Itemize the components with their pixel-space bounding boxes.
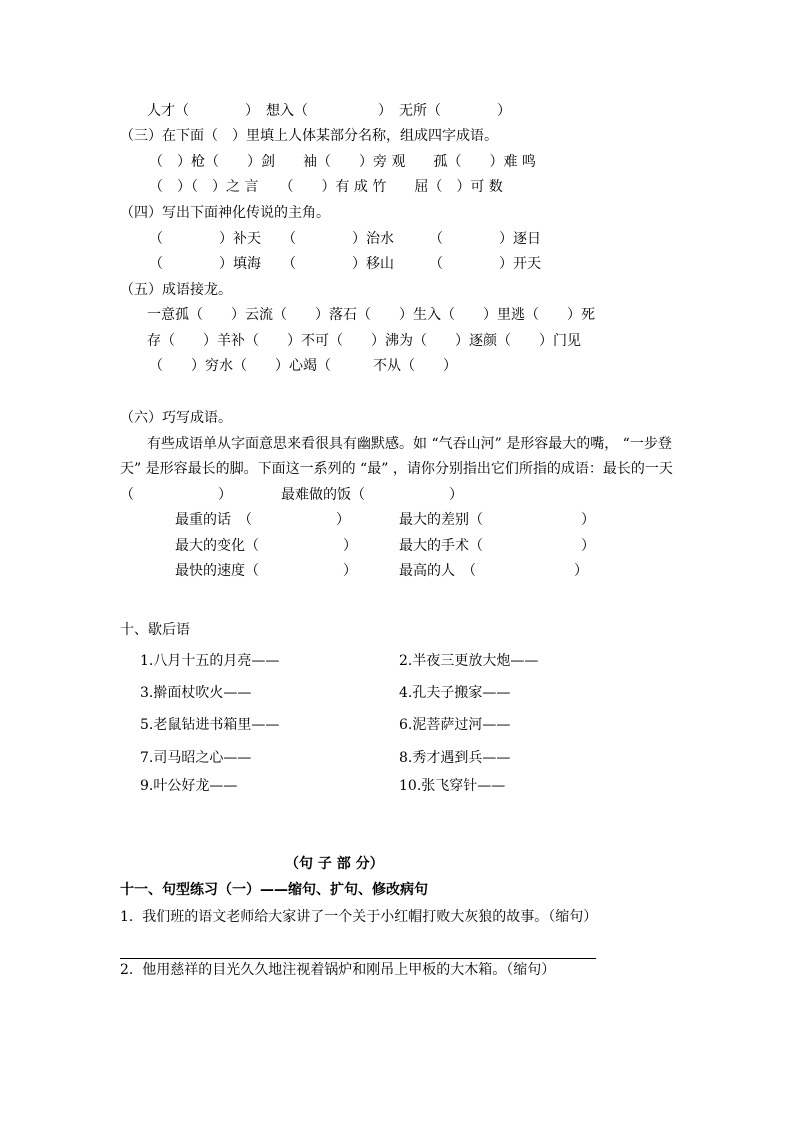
- section3-title: （三）在下面（ ）里填上人体某部分名称，组成四字成语。: [120, 128, 498, 144]
- section10-title: 十、歇后语: [120, 622, 190, 638]
- section6-pair-1-left: 最重的话 （ ）: [175, 512, 350, 528]
- xiehouyu-item-6: 6.泥菩萨过河——: [399, 717, 511, 733]
- section11-title: 十一、句型练习（一）——缩句、扩句、修改病句: [120, 882, 428, 898]
- xiehouyu-item-5: 5.老鼠钻进书箱里——: [140, 717, 280, 733]
- section6-pair-2-left: 最大的变化（ ）: [175, 538, 357, 554]
- xiehouyu-item-3: 3.擀面杖吹火——: [140, 685, 252, 701]
- section6-intro-line-2: 天” 是形容最长的脚。下面这一系列的 “最” ，请你分别指出它们所指的成语：最长的一天: [120, 461, 673, 477]
- xiehouyu-item-4: 4.孔夫子搬家——: [399, 685, 511, 701]
- question-2: 2. 他用慈祥的目光久久地注视着锅炉和刚吊上甲板的大木箱。（缩句）: [120, 962, 556, 978]
- section5-row-3: （ ）穷水（ ）心竭（ 不从（ ）: [149, 358, 457, 374]
- xiehouyu-item-2: 2.半夜三更放大炮——: [399, 653, 539, 669]
- xiehouyu-item-8: 8.秀才遇到兵——: [399, 750, 511, 766]
- section3-row-2: （ ）（ ）之 言 （ ）有 成 竹 屈（ ）可 数: [149, 179, 503, 195]
- question-1: 1. 我们班的语文老师给大家讲了一个关于小红帽打败大灰狼的故事。（缩句）: [120, 909, 598, 925]
- section5-row-2: 存（ ）羊补（ ）不可（ ）沸为（ ）逐颜（ ）门见: [147, 333, 581, 349]
- section4-row-2: （ ）填海 （ ）移山 （ ）开天: [149, 256, 541, 272]
- section6-intro-line-3: （ ） 最难做的饭（ ）: [120, 487, 463, 503]
- section6-title: （六）巧写成语。: [120, 410, 232, 426]
- section4-title: （四）写出下面神化传说的主角。: [120, 205, 330, 221]
- xiehouyu-item-10: 10.张飞穿针——: [399, 778, 506, 794]
- section3-row-1: （ ）枪（ ）剑 袖（ ）旁 观 孤（ ）难 鸣: [149, 154, 536, 170]
- section4-row-1: （ ）补天 （ ）治水 （ ）逐日: [149, 231, 541, 247]
- section6-intro-line-1: 有些成语单从字面意思来看很具有幽默感。如 “气吞山河” 是形容最大的嘴， “一步登: [147, 436, 672, 452]
- sentence-part-heading: （句 子 部 分）: [285, 856, 384, 872]
- section2-tail-line: 人才（ ） 想入（ ） 无所（ ）: [147, 103, 511, 119]
- section5-row-1: 一意孤（ ）云流（ ）落石（ ）生入（ ）里逃（ ）死: [147, 307, 595, 323]
- section5-title: （五）成语接龙。: [120, 282, 232, 298]
- xiehouyu-item-7: 7.司马昭之心——: [140, 750, 252, 766]
- section6-pair-2-right: 最大的手术（ ）: [399, 538, 595, 554]
- section6-pair-3-right: 最高的人 （ ）: [399, 563, 588, 579]
- section6-pair-1-right: 最大的差别（ ）: [399, 512, 595, 528]
- answer-line: [120, 958, 596, 959]
- xiehouyu-item-1: 1.八月十五的月亮——: [140, 653, 280, 669]
- xiehouyu-item-9: 9.叶公好龙——: [140, 778, 238, 794]
- section6-pair-3-left: 最快的速度（ ）: [175, 563, 357, 579]
